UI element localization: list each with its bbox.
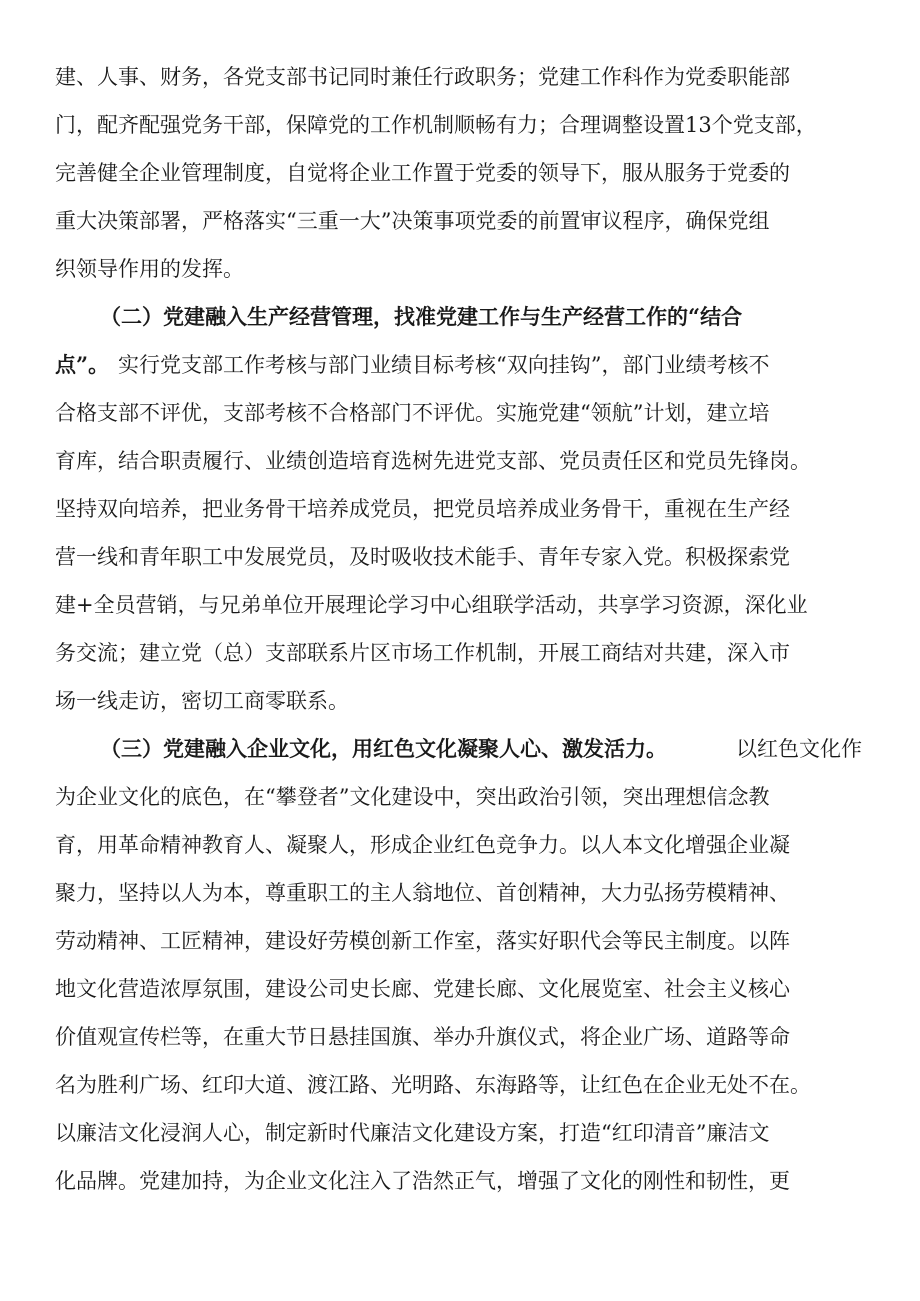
line-text: 建、人事、财务，各党支部书记同时兼任行政职务；党建工作科作为党委职能部 [55, 65, 790, 89]
paragraph-line [0, 821, 920, 869]
paragraph-line [0, 101, 920, 149]
paragraph-line [0, 965, 920, 1013]
line-text: 务交流；建立党（总）支部联系片区市场工作机制，开展工商结对共建，深入市 [55, 641, 790, 665]
paragraph-line [0, 581, 920, 629]
paragraph-line [0, 53, 920, 101]
line-text: 化品牌。党建加持，为企业文化注入了浩然正气，增强了文化的刚性和韧性，更 [55, 1169, 790, 1193]
section-heading-text: （三）党建融入企业文化，用红色文化凝聚人心、激发活力。 [100, 736, 667, 761]
line-text: 为企业文化的底色，在“攀登者”文化建设中，突出政治引领，突出理想信念教 [55, 785, 770, 809]
paragraph-line [0, 197, 920, 245]
paragraph-line [0, 773, 920, 821]
paragraph-line [0, 533, 920, 581]
section-heading-3 [0, 725, 920, 773]
line-text: 重大决策部署，严格落实“三重一大”决策事项党委的前置审议程序，确保党组 [55, 209, 770, 233]
paragraph-line [0, 1157, 920, 1205]
line-text: 坚持双向培养，把业务骨干培养成党员，把党员培养成业务骨干，重视在生产经 [55, 497, 790, 521]
paragraph-line [0, 917, 920, 965]
line-text: 营一线和青年职工中发展党员，及时吸收技术能手、青年专家入党。积极探索党 [55, 545, 790, 569]
line-text: 建+全员营销，与兄弟单位开展理论学习中心组联学活动，共享学习资源，深化业 [55, 593, 808, 617]
paragraph-line [0, 437, 920, 485]
line-text: 育，用革命精神教育人、凝聚人，形成企业红色竞争力。以人本文化增强企业凝 [55, 833, 790, 857]
line-text: 价值观宣传栏等，在重大节日悬挂国旗、举办升旗仪式，将企业广场、道路等命 [55, 1025, 790, 1049]
paragraph-line [0, 1109, 920, 1157]
line-text: 合格支部不评优，支部考核不合格部门不评优。实施党建“领航”计划，建立培 [55, 401, 770, 425]
line-text: 劳动精神、工匠精神，建设好劳模创新工作室，落实好职代会等民主制度。以阵 [55, 929, 790, 953]
line-text: 完善健全企业管理制度，自觉将企业工作置于党委的领导下，服从服务于党委的 [55, 161, 790, 185]
section-heading-2 [0, 293, 920, 341]
paragraph-line [0, 389, 920, 437]
line-text: 以廉洁文化浸润人心，制定新时代廉洁文化建设方案，打造“红印清音”廉洁文 [55, 1121, 770, 1145]
paragraph-line [0, 485, 920, 533]
line-text: 实行党支部工作考核与部门业绩目标考核“双向挂钩”，部门业绩考核不 [118, 353, 770, 377]
paragraph-line [0, 245, 920, 293]
section-heading-continuation: 点”。 [55, 352, 110, 377]
paragraph-line [0, 149, 920, 197]
line-text: 以红色文化作 [736, 737, 862, 761]
line-text: 育库，结合职责履行、业绩创造培育选树先进党支部、党员责任区和党员先锋岗。 [55, 449, 811, 473]
line-text: 名为胜利广场、红印大道、渡江路、光明路、东海路等，让红色在企业无处不在。 [55, 1073, 811, 1097]
paragraph-line [0, 629, 920, 677]
line-text: 织领导作用的发挥。 [55, 257, 244, 281]
section-heading-text: （二）党建融入生产经营管理，找准党建工作与生产经营工作的“结合 [100, 304, 743, 329]
line-text: 地文化营造浓厚氛围，建设公司史长廊、党建长廊、文化展览室、社会主义核心 [55, 977, 790, 1001]
paragraph-line [0, 869, 920, 917]
paragraph-line [0, 1061, 920, 1109]
paragraph-line [0, 341, 920, 389]
paragraph-line [0, 677, 920, 725]
line-text: 聚力，坚持以人为本，尊重职工的主人翁地位、首创精神，大力弘扬劳模精神、 [55, 881, 790, 905]
line-text: 门，配齐配强党务干部，保障党的工作机制顺畅有力；合理调整设置13个党支部， [55, 113, 817, 137]
paragraph-line [0, 1013, 920, 1061]
line-text: 场一线走访，密切工商零联系。 [55, 689, 349, 713]
